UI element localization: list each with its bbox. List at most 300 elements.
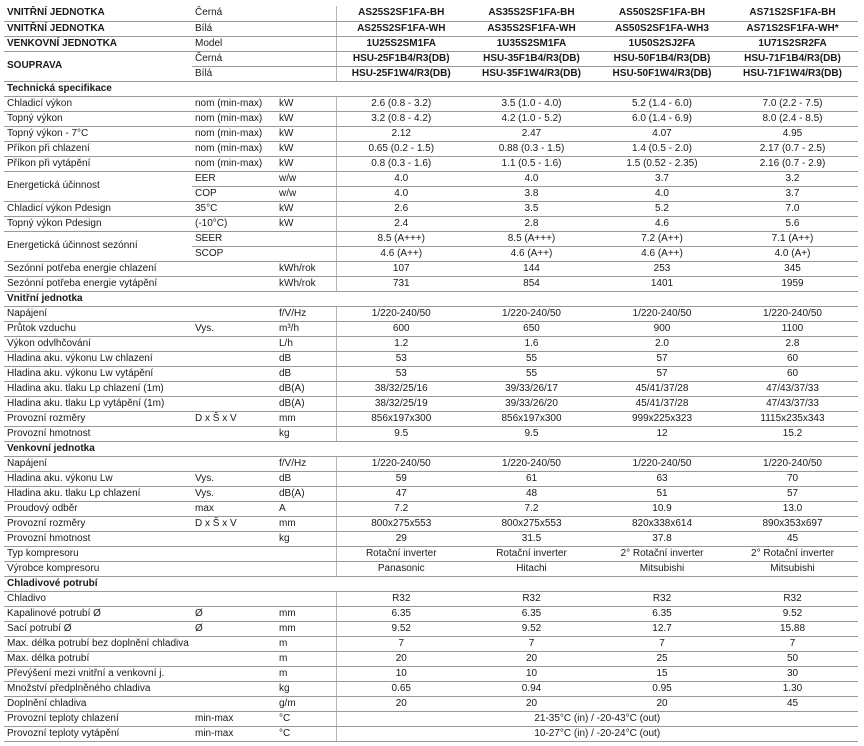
row-mode — [192, 336, 276, 351]
row-unit: kWh/rok — [276, 261, 336, 276]
value-cell: 107 — [336, 261, 466, 276]
value-cell: 20 — [336, 696, 466, 711]
row-mode: 35°C — [192, 201, 276, 216]
value-cell: 345 — [727, 261, 858, 276]
row-label: Hladina aku. výkonu Lw — [4, 471, 192, 486]
row-mode: Ø — [192, 606, 276, 621]
value-cell: 3.7 — [597, 171, 727, 186]
value-cell: 3.7 — [727, 186, 858, 201]
value-cell: Mitsubishi — [727, 561, 858, 576]
row-label: Max. délka potrubí bez doplnění chladiva — [4, 636, 192, 651]
value-cell: Panasonic — [336, 561, 466, 576]
value-cell: 1/220-240/50 — [466, 306, 597, 321]
spec-row — [4, 96, 858, 111]
value-cell: 45 — [727, 531, 858, 546]
value-cell: 1/220-240/50 — [727, 306, 858, 321]
row-unit: kg — [276, 531, 336, 546]
section-heading — [4, 81, 858, 96]
spec-row — [4, 216, 858, 231]
spec-row — [4, 666, 858, 681]
value-cell: 60 — [727, 351, 858, 366]
value-cell: 8.0 (2.4 - 8.5) — [727, 111, 858, 126]
value-cell: 51 — [597, 486, 727, 501]
value-cell: 2.6 — [336, 201, 466, 216]
spec-row — [4, 321, 858, 336]
value-cell: 9.52 — [727, 606, 858, 621]
value-cell: 12.7 — [597, 621, 727, 636]
value-cell: 1/220-240/50 — [727, 456, 858, 471]
section-title: Chladivové potrubí — [4, 576, 858, 591]
row-label: Chladivo — [4, 591, 192, 606]
value-cell: 4.6 — [597, 216, 727, 231]
row-mode — [192, 426, 276, 441]
row-unit: f/V/Hz — [276, 456, 336, 471]
value-cell: 600 — [336, 321, 466, 336]
value-cell: 45/41/37/28 — [597, 381, 727, 396]
spec-row — [4, 651, 858, 666]
value-cell: 47 — [336, 486, 466, 501]
row-unit: kW — [276, 126, 336, 141]
row-unit: kW — [276, 156, 336, 171]
row-mode — [192, 366, 276, 381]
model-row — [4, 6, 858, 21]
row-label: Topný výkon Pdesign — [4, 216, 192, 231]
row-label: Hladina aku. výkonu Lw chlazení — [4, 351, 192, 366]
row-unit: dB(A) — [276, 396, 336, 411]
row-unit: kW — [276, 96, 336, 111]
row-label: Příkon při chlazení — [4, 141, 192, 156]
value-cell: 3.2 — [727, 171, 858, 186]
row-label: Provozní hmotnost — [4, 426, 192, 441]
row-mode — [192, 636, 276, 651]
value-cell: 60 — [727, 366, 858, 381]
row-mode: min-max — [192, 726, 276, 741]
row-label: Proudový odběr — [4, 501, 192, 516]
value-cell: 7.0 (2.2 - 7.5) — [727, 96, 858, 111]
value-cell: 1/220-240/50 — [597, 456, 727, 471]
row-mode — [192, 591, 276, 606]
spec-row — [4, 546, 858, 561]
value-cell: 4.95 — [727, 126, 858, 141]
value-cell: 7 — [597, 636, 727, 651]
value-cell: HSU-50F1W4/R3(DB) — [597, 66, 727, 81]
spec-row — [4, 276, 858, 291]
row-label: Provozní hmotnost — [4, 531, 192, 546]
section-heading — [4, 291, 858, 306]
value-cell: 7.0 — [727, 201, 858, 216]
row-unit: kWh/rok — [276, 276, 336, 291]
spec-row — [4, 381, 858, 396]
row-mode: SEER — [192, 231, 276, 246]
value-cell: 890x353x697 — [727, 516, 858, 531]
row-unit: w/w — [276, 186, 336, 201]
row-mode — [192, 561, 276, 576]
section-title: Venkovní jednotka — [4, 441, 858, 456]
model-sub: Bílá — [192, 21, 336, 36]
row-unit: kW — [276, 141, 336, 156]
value-cell: AS35S2SF1FA-BH — [466, 6, 597, 21]
value-cell: 800x275x553 — [336, 516, 466, 531]
value-cell: 57 — [727, 486, 858, 501]
row-mode: max — [192, 501, 276, 516]
model-sub: Černá — [192, 6, 336, 21]
value-cell: 731 — [336, 276, 466, 291]
value-cell: 7.2 — [466, 501, 597, 516]
value-cell: 1.5 (0.52 - 2.35) — [597, 156, 727, 171]
row-unit: °C — [276, 726, 336, 741]
row-mode: min-max — [192, 711, 276, 726]
value-cell: 38/32/25/19 — [336, 396, 466, 411]
value-cell: 57 — [597, 351, 727, 366]
section-heading — [4, 441, 858, 456]
value-cell: 13.0 — [727, 501, 858, 516]
value-cell: 800x275x553 — [466, 516, 597, 531]
spec-row — [4, 456, 858, 471]
row-unit: dB(A) — [276, 486, 336, 501]
merged-value-cell: 21-35°C (in) / -20-43°C (out) — [336, 711, 858, 726]
value-cell: 2.4 — [336, 216, 466, 231]
spec-row — [4, 171, 858, 186]
value-cell: AS25S2SF1FA-BH — [336, 6, 466, 21]
value-cell: 63 — [597, 471, 727, 486]
row-unit: kW — [276, 201, 336, 216]
value-cell: 2.0 — [597, 336, 727, 351]
model-row — [4, 21, 858, 36]
row-label: Max. délka potrubí — [4, 651, 192, 666]
row-label: Provozní rozměry — [4, 411, 192, 426]
value-cell: 1U35S2SM1FA — [466, 36, 597, 51]
value-cell: 53 — [336, 366, 466, 381]
row-label: Hladina aku. tlaku Lp vytápění (1m) — [4, 396, 192, 411]
value-cell: Rotační inverter — [336, 546, 466, 561]
value-cell: 1U71S2SR2FA — [727, 36, 858, 51]
row-mode: Vys. — [192, 486, 276, 501]
row-mode: EER — [192, 171, 276, 186]
row-mode — [192, 546, 276, 561]
spec-row — [4, 111, 858, 126]
value-cell: R32 — [727, 591, 858, 606]
row-label: Hladina aku. tlaku Lp chlazení (1m) — [4, 381, 192, 396]
row-unit: dB — [276, 471, 336, 486]
row-unit: kW — [276, 111, 336, 126]
row-label: Topný výkon — [4, 111, 192, 126]
row-mode — [192, 666, 276, 681]
row-label: Doplnění chladiva — [4, 696, 192, 711]
value-cell: 7 — [336, 636, 466, 651]
value-cell: 0.65 — [336, 681, 466, 696]
value-cell: 6.0 (1.4 - 6.9) — [597, 111, 727, 126]
value-cell: 0.65 (0.2 - 1.5) — [336, 141, 466, 156]
row-mode — [192, 681, 276, 696]
value-cell: 1959 — [727, 276, 858, 291]
value-cell: 39/33/26/20 — [466, 396, 597, 411]
row-mode: nom (min-max) — [192, 156, 276, 171]
model-label: VNITŘNÍ JEDNOTKA — [4, 21, 192, 36]
row-label: Hladina aku. výkonu Lw vytápění — [4, 366, 192, 381]
row-mode: Ø — [192, 621, 276, 636]
row-label: Chladicí výkon — [4, 96, 192, 111]
value-cell: 47/43/37/33 — [727, 381, 858, 396]
spec-row — [4, 516, 858, 531]
row-unit — [276, 546, 336, 561]
value-cell: 4.0 — [597, 186, 727, 201]
row-unit — [276, 561, 336, 576]
row-label: Výkon odvlhčování — [4, 336, 192, 351]
value-cell: 1/220-240/50 — [466, 456, 597, 471]
spec-row — [4, 711, 858, 726]
value-cell: 1100 — [727, 321, 858, 336]
value-cell: R32 — [597, 591, 727, 606]
value-cell: 3.5 (1.0 - 4.0) — [466, 96, 597, 111]
spec-row — [4, 426, 858, 441]
value-cell: 7.1 (A++) — [727, 231, 858, 246]
spec-row — [4, 471, 858, 486]
row-mode — [192, 531, 276, 546]
row-label: Topný výkon - 7°C — [4, 126, 192, 141]
value-cell: 10 — [466, 666, 597, 681]
spec-row — [4, 681, 858, 696]
row-label: Výrobce kompresoru — [4, 561, 192, 576]
row-unit: f/V/Hz — [276, 306, 336, 321]
spec-row — [4, 531, 858, 546]
row-mode — [192, 396, 276, 411]
value-cell: 9.52 — [466, 621, 597, 636]
row-label: Množství předplněného chladiva — [4, 681, 192, 696]
value-cell: 3.8 — [466, 186, 597, 201]
value-cell: 29 — [336, 531, 466, 546]
value-cell: 1U25S2SM1FA — [336, 36, 466, 51]
value-cell: 4.6 (A++) — [597, 246, 727, 261]
value-cell: 7.2 (A++) — [597, 231, 727, 246]
row-mode: nom (min-max) — [192, 126, 276, 141]
value-cell: 59 — [336, 471, 466, 486]
value-cell: 9.52 — [336, 621, 466, 636]
row-mode: SCOP — [192, 246, 276, 261]
spec-row — [4, 231, 858, 246]
value-cell: 55 — [466, 366, 597, 381]
value-cell: 70 — [727, 471, 858, 486]
value-cell: 39/33/26/17 — [466, 381, 597, 396]
spec-row — [4, 561, 858, 576]
row-label: Průtok vzduchu — [4, 321, 192, 336]
spec-row — [4, 411, 858, 426]
value-cell: 5.2 (1.4 - 6.0) — [597, 96, 727, 111]
spec-row — [4, 621, 858, 636]
value-cell: 30 — [727, 666, 858, 681]
row-unit — [276, 591, 336, 606]
row-mode: (-10°C) — [192, 216, 276, 231]
spec-row — [4, 261, 858, 276]
value-cell: AS50S2SF1FA-WH3 — [597, 21, 727, 36]
value-cell: 31.5 — [466, 531, 597, 546]
row-label: Kapalinové potrubí Ø — [4, 606, 192, 621]
row-unit: m³/h — [276, 321, 336, 336]
value-cell: 2.16 (0.7 - 2.9) — [727, 156, 858, 171]
spec-row — [4, 726, 858, 741]
model-row — [4, 36, 858, 51]
row-unit: dB — [276, 366, 336, 381]
value-cell: 25 — [597, 651, 727, 666]
row-unit: mm — [276, 621, 336, 636]
row-mode — [192, 381, 276, 396]
row-unit: °C — [276, 711, 336, 726]
row-mode: nom (min-max) — [192, 111, 276, 126]
value-cell: 10.9 — [597, 501, 727, 516]
spec-row — [4, 606, 858, 621]
value-cell: 1/220-240/50 — [597, 306, 727, 321]
souprava-sub: Černá — [192, 51, 336, 66]
spec-row — [4, 591, 858, 606]
row-mode — [192, 696, 276, 711]
value-cell: R32 — [466, 591, 597, 606]
row-unit — [276, 231, 336, 246]
row-mode — [192, 261, 276, 276]
spec-row — [4, 486, 858, 501]
value-cell: 0.95 — [597, 681, 727, 696]
value-cell: 4.6 (A++) — [466, 246, 597, 261]
value-cell: 55 — [466, 351, 597, 366]
value-cell: 4.07 — [597, 126, 727, 141]
value-cell: 45 — [727, 696, 858, 711]
value-cell: 61 — [466, 471, 597, 486]
value-cell: 1401 — [597, 276, 727, 291]
value-cell: 12 — [597, 426, 727, 441]
value-cell: Hitachi — [466, 561, 597, 576]
value-cell: AS35S2SF1FA-WH — [466, 21, 597, 36]
value-cell: 2.12 — [336, 126, 466, 141]
row-label: Sezónní potřeba energie chlazení — [4, 261, 192, 276]
value-cell: 1.1 (0.5 - 1.6) — [466, 156, 597, 171]
souprava-row — [4, 51, 858, 66]
value-cell: HSU-35F1B4/R3(DB) — [466, 51, 597, 66]
row-mode: D x Š x V — [192, 411, 276, 426]
row-mode: nom (min-max) — [192, 141, 276, 156]
value-cell: 2.47 — [466, 126, 597, 141]
spec-row — [4, 396, 858, 411]
row-label: Provozní teploty vytápění — [4, 726, 192, 741]
section-title: Vnitřní jednotka — [4, 291, 858, 306]
row-label: Energetická účinnost — [4, 171, 192, 201]
row-unit: kg — [276, 426, 336, 441]
value-cell: 20 — [466, 651, 597, 666]
value-cell: 1.4 (0.5 - 2.0) — [597, 141, 727, 156]
value-cell: HSU-25F1W4/R3(DB) — [336, 66, 466, 81]
value-cell: 10 — [336, 666, 466, 681]
row-unit: kg — [276, 681, 336, 696]
value-cell: Rotační inverter — [466, 546, 597, 561]
value-cell: 7 — [466, 636, 597, 651]
row-unit: w/w — [276, 171, 336, 186]
value-cell: HSU-25F1B4/R3(DB) — [336, 51, 466, 66]
row-unit — [276, 246, 336, 261]
value-cell: 0.8 (0.3 - 1.6) — [336, 156, 466, 171]
value-cell: 8.5 (A+++) — [466, 231, 597, 246]
row-unit: m — [276, 636, 336, 651]
value-cell: 5.6 — [727, 216, 858, 231]
value-cell: 6.35 — [466, 606, 597, 621]
spec-table — [4, 6, 858, 742]
value-cell: 2° Rotační inverter — [597, 546, 727, 561]
value-cell: 5.2 — [597, 201, 727, 216]
merged-value-cell: 10-27°C (in) / -20-24°C (out) — [336, 726, 858, 741]
value-cell: 1U50S2SJ2FA — [597, 36, 727, 51]
row-mode: COP — [192, 186, 276, 201]
row-mode: Vys. — [192, 471, 276, 486]
spec-row — [4, 636, 858, 651]
value-cell: 1.30 — [727, 681, 858, 696]
row-label: Chladicí výkon Pdesign — [4, 201, 192, 216]
row-unit: dB — [276, 351, 336, 366]
row-mode — [192, 351, 276, 366]
value-cell: R32 — [336, 591, 466, 606]
value-cell: 20 — [597, 696, 727, 711]
value-cell: 4.2 (1.0 - 5.2) — [466, 111, 597, 126]
value-cell: HSU-71F1W4/R3(DB) — [727, 66, 858, 81]
value-cell: 50 — [727, 651, 858, 666]
value-cell: 856x197x300 — [336, 411, 466, 426]
value-cell: 2.8 — [727, 336, 858, 351]
value-cell: 4.6 (A++) — [336, 246, 466, 261]
value-cell: AS25S2SF1FA-WH — [336, 21, 466, 36]
value-cell: 53 — [336, 351, 466, 366]
value-cell: AS50S2SF1FA-BH — [597, 6, 727, 21]
value-cell: 38/32/25/16 — [336, 381, 466, 396]
row-label: Sací potrubí Ø — [4, 621, 192, 636]
value-cell: 856x197x300 — [466, 411, 597, 426]
value-cell: 9.5 — [466, 426, 597, 441]
model-label: VNITŘNÍ JEDNOTKA — [4, 6, 192, 21]
row-label: Provozní rozměry — [4, 516, 192, 531]
spec-row — [4, 156, 858, 171]
value-cell: 4.0 — [336, 171, 466, 186]
spec-row — [4, 351, 858, 366]
row-label: Převýšení mezi vnitřní a venkovní j. — [4, 666, 192, 681]
value-cell: 3.2 (0.8 - 4.2) — [336, 111, 466, 126]
value-cell: 57 — [597, 366, 727, 381]
value-cell: 15.2 — [727, 426, 858, 441]
value-cell: 45/41/37/28 — [597, 396, 727, 411]
row-unit: mm — [276, 516, 336, 531]
value-cell: 1115x235x343 — [727, 411, 858, 426]
value-cell: Mitsubishi — [597, 561, 727, 576]
spec-row — [4, 201, 858, 216]
row-unit: mm — [276, 411, 336, 426]
value-cell: AS71S2SF1FA-WH* — [727, 21, 858, 36]
value-cell: 820x338x614 — [597, 516, 727, 531]
value-cell: 2.8 — [466, 216, 597, 231]
value-cell: 4.0 (A+) — [727, 246, 858, 261]
value-cell: 1.6 — [466, 336, 597, 351]
value-cell: 8.5 (A+++) — [336, 231, 466, 246]
value-cell: 4.0 — [336, 186, 466, 201]
value-cell: 999x225x323 — [597, 411, 727, 426]
value-cell: 37.8 — [597, 531, 727, 546]
value-cell: 15 — [597, 666, 727, 681]
value-cell: 2.17 (0.7 - 2.5) — [727, 141, 858, 156]
row-unit: L/h — [276, 336, 336, 351]
value-cell: 15.88 — [727, 621, 858, 636]
row-label: Napájení — [4, 456, 192, 471]
value-cell: 0.88 (0.3 - 1.5) — [466, 141, 597, 156]
value-cell: 2.6 (0.8 - 3.2) — [336, 96, 466, 111]
value-cell: 854 — [466, 276, 597, 291]
spec-row — [4, 126, 858, 141]
value-cell: 6.35 — [336, 606, 466, 621]
value-cell: 48 — [466, 486, 597, 501]
value-cell: 7.2 — [336, 501, 466, 516]
row-mode — [192, 306, 276, 321]
spec-row — [4, 306, 858, 321]
